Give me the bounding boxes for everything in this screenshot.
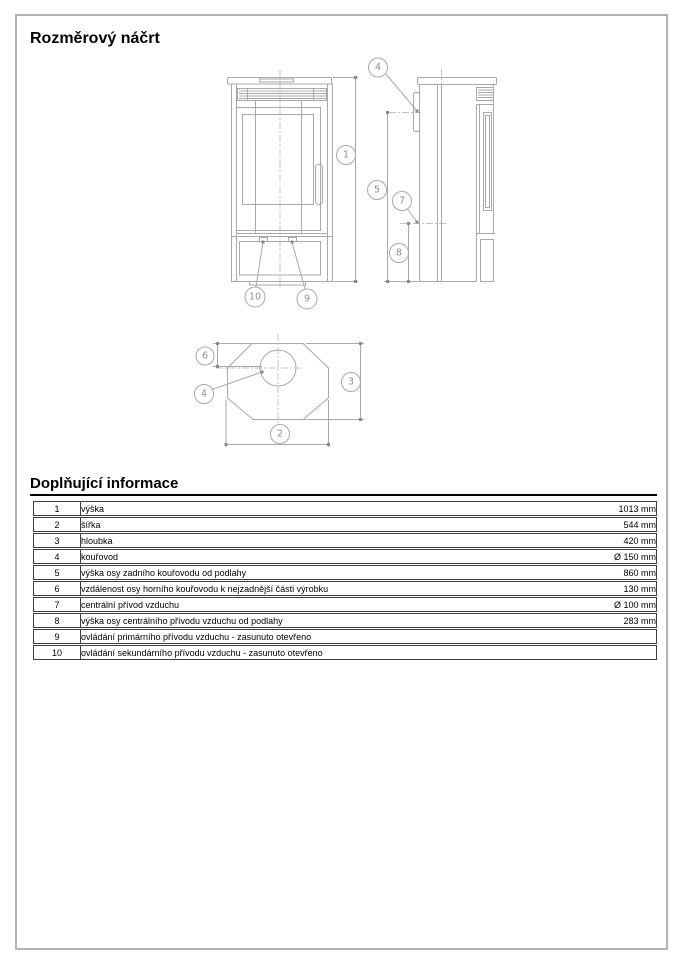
row-label: centrální přívod vzduchu <box>81 597 578 612</box>
row-label: výška <box>81 501 578 516</box>
callout-4-side <box>369 58 388 77</box>
table-row <box>33 629 657 644</box>
callout-1 <box>337 146 356 165</box>
svg-text:7: 7 <box>398 195 406 207</box>
row-value: 283 mm <box>578 613 657 628</box>
row-number: 7 <box>33 597 81 612</box>
callout-6 <box>196 347 214 365</box>
row-value <box>578 629 657 644</box>
side-door-profile <box>477 105 494 234</box>
front-top-plate-detail <box>260 79 294 82</box>
row-value: Ø 100 mm <box>578 597 657 612</box>
table-row <box>33 549 657 564</box>
row-label: ovládání primárního přívodu vzduchu - zasunuto otevřeno <box>81 629 578 644</box>
svg-text:10: 10 <box>248 291 262 303</box>
table-row <box>33 581 657 596</box>
svg-text:4: 4 <box>200 388 208 400</box>
callout-8 <box>390 244 409 263</box>
svg-text:6: 6 <box>201 350 209 362</box>
table-row <box>33 613 657 628</box>
svg-text:3: 3 <box>347 376 355 388</box>
front-door-separator <box>232 234 333 237</box>
row-label: ovládání sekundárního přívodu vzduchu - zasunuto otevřeno <box>81 645 578 660</box>
svg-text:2: 2 <box>276 428 284 440</box>
row-value: 130 mm <box>578 581 657 596</box>
table-row <box>33 501 657 516</box>
leader-line-7 <box>408 209 419 224</box>
front-door-frame <box>237 108 321 231</box>
side-seams <box>438 85 442 282</box>
side-plinth <box>477 234 496 282</box>
callout-9 <box>297 289 317 309</box>
front-pedestal <box>250 282 306 286</box>
row-number: 8 <box>33 613 81 628</box>
callout-3 <box>342 373 361 392</box>
leader-line-4-top <box>212 371 264 390</box>
row-number: 1 <box>33 501 81 516</box>
table-row <box>33 597 657 612</box>
side-body <box>420 85 494 282</box>
svg-text:5: 5 <box>373 184 381 196</box>
side-vent-grille <box>477 88 494 101</box>
callout-5 <box>368 181 387 200</box>
page-title: Rozměrový náčrt <box>30 30 160 47</box>
row-label: výška osy centrálního přívodu vzduchu od podlahy <box>81 613 578 628</box>
table-row <box>33 517 657 532</box>
row-number: 3 <box>33 533 81 548</box>
dimension-height <box>333 76 358 283</box>
side-top-plate <box>418 78 497 85</box>
row-value: 860 mm <box>578 565 657 580</box>
row-number: 6 <box>33 581 81 596</box>
svg-text:1: 1 <box>342 149 350 161</box>
dimensional-sketch <box>0 0 686 470</box>
callout-4-top <box>195 385 214 404</box>
svg-text:4: 4 <box>374 62 382 73</box>
row-value: Ø 150 mm <box>578 549 657 564</box>
row-number: 9 <box>33 629 81 644</box>
row-label: vzdálenost osy horního kouřovodu k nejzadnější části výrobku <box>81 581 578 596</box>
row-label: kouřovod <box>81 549 578 564</box>
row-number: 5 <box>33 565 81 580</box>
table-row <box>33 645 657 660</box>
table-row <box>33 533 657 548</box>
additional-info-table <box>33 500 657 661</box>
row-value: 420 mm <box>578 533 657 548</box>
leader-line-10 <box>256 241 265 288</box>
row-label: výška osy zadního kouřovodu od podlahy <box>81 565 578 580</box>
front-door-glass <box>243 115 314 205</box>
door-handle <box>316 165 323 205</box>
row-number: 4 <box>33 549 81 564</box>
front-body <box>232 84 333 282</box>
dimension-flue-offset <box>213 342 262 368</box>
row-value: 544 mm <box>578 517 657 532</box>
row-number: 2 <box>33 517 81 532</box>
row-number: 10 <box>33 645 81 660</box>
svg-text:8: 8 <box>395 247 403 259</box>
info-section-heading: Doplňující informace <box>30 475 657 496</box>
table-row <box>33 565 657 580</box>
row-value: 1013 mm <box>578 501 657 516</box>
row-label: šířka <box>81 517 578 532</box>
callout-7 <box>393 192 412 211</box>
stove-front-view <box>228 70 359 289</box>
row-label: hloubka <box>81 533 578 548</box>
svg-text:9: 9 <box>303 293 311 305</box>
callout-10 <box>245 287 265 307</box>
row-value <box>578 645 657 660</box>
front-air-grille <box>238 89 327 101</box>
callout-2 <box>271 425 290 444</box>
